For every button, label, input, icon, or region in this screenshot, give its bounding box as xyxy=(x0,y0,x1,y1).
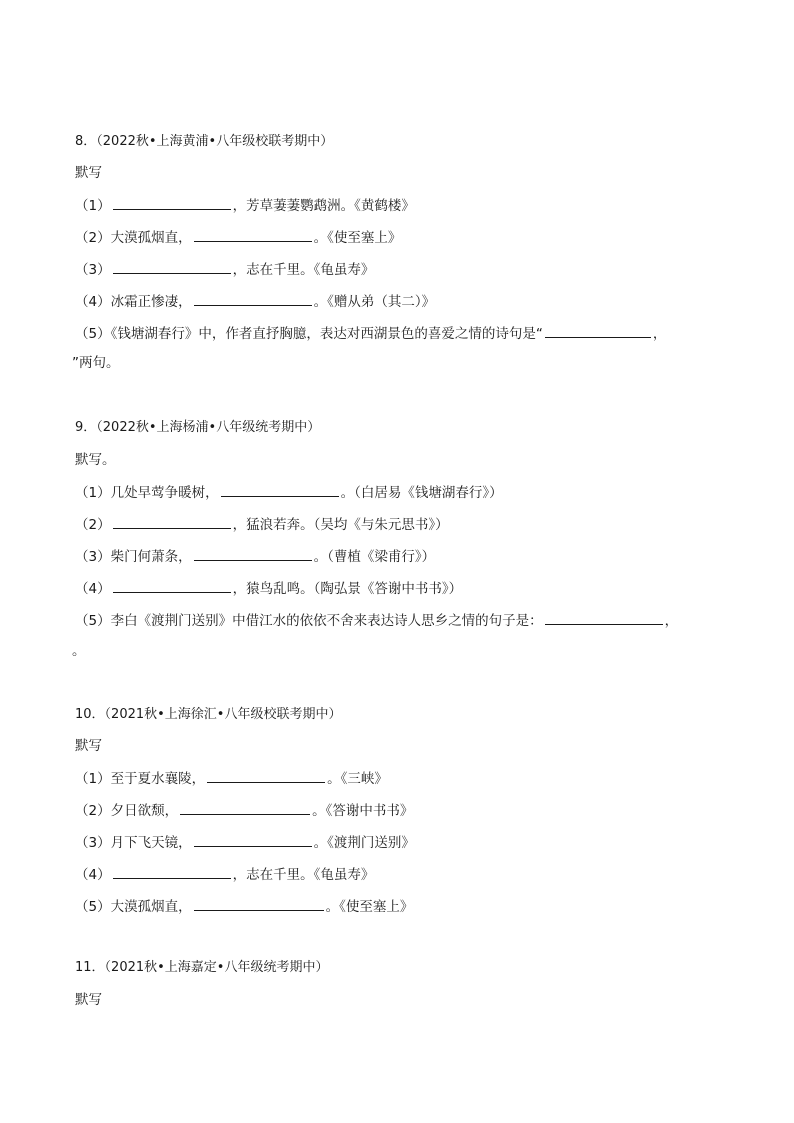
question-item: （3）柴门何萧条， 。（曹植《梁甫行》） xyxy=(75,545,794,567)
question-item: （5）李白《渡荆门送别》中借江水的依依不舍来表达诗人思乡之情的句子是： ， xyxy=(75,609,794,631)
question-item: （3）月下飞天镜， 。《渡荆门送别》 xyxy=(75,831,794,853)
question-item: （5）大漠孤烟直， 。《使至塞上》 xyxy=(75,895,794,917)
answer-blank[interactable] xyxy=(113,863,231,879)
answer-blank[interactable] xyxy=(221,481,339,497)
answer-blank[interactable] xyxy=(194,545,312,561)
answer-blank[interactable] xyxy=(113,194,231,210)
answer-blank[interactable] xyxy=(207,767,325,783)
question-instruction: 默写。 xyxy=(75,452,116,468)
answer-blank[interactable] xyxy=(545,609,663,625)
question-item: （2）大漠孤烟直， 。《使至塞上》 xyxy=(75,226,794,248)
question-item: （4）冰霜正惨凄， 。《赠从弟（其二）》 xyxy=(75,290,794,312)
answer-blank[interactable] xyxy=(194,226,312,242)
question-item-continuation: ”两句。 xyxy=(72,355,120,371)
question-item: （4） ，志在千里。《龟虽寿》 xyxy=(75,863,794,885)
question-source: 8．（2022秋•上海黄浦•八年级校联考期中） xyxy=(75,134,334,149)
question-item: （1）几处早莺争暖树， 。（白居易《钱塘湖春行》） xyxy=(75,481,794,503)
answer-blank[interactable] xyxy=(113,258,231,274)
question-item: （5）《钱塘湖春行》中，作者直抒胸臆，表达对西湖景色的喜爱之情的诗句是“ ， xyxy=(75,322,794,344)
question-item: （2） ，猛浪若奔。（吴均《与朱元思书》） xyxy=(75,513,794,535)
question-instruction: 默写 xyxy=(75,992,102,1008)
question-item: （2）夕日欲颓， 。《答谢中书书》 xyxy=(75,799,794,821)
question-item: （1） ，芳草萋萋鹦鹉洲。《黄鹤楼》 xyxy=(75,194,794,216)
answer-blank[interactable] xyxy=(194,895,324,911)
question-instruction: 默写 xyxy=(75,738,102,754)
answer-blank[interactable] xyxy=(113,577,231,593)
answer-blank[interactable] xyxy=(113,513,231,529)
answer-blank[interactable] xyxy=(545,322,651,338)
question-instruction: 默写 xyxy=(75,165,102,181)
question-item: （4） ，猿鸟乱鸣。（陶弘景《答谢中书书》） xyxy=(75,577,794,599)
answer-blank[interactable] xyxy=(180,799,310,815)
question-item: （1）至于夏水襄陵， 。《三峡》 xyxy=(75,767,794,789)
answer-blank[interactable] xyxy=(194,831,312,847)
answer-blank[interactable] xyxy=(194,290,312,306)
question-source: 10．（2021秋•上海徐汇•八年级校联考期中） xyxy=(75,707,342,722)
question-item-continuation: 。 xyxy=(72,643,86,659)
question-item: （3） ，志在千里。《龟虽寿》 xyxy=(75,258,794,280)
question-source: 11．（2021秋•上海嘉定•八年级统考期中） xyxy=(75,960,329,975)
question-source: 9．（2022秋•上海杨浦•八年级统考期中） xyxy=(75,420,321,435)
